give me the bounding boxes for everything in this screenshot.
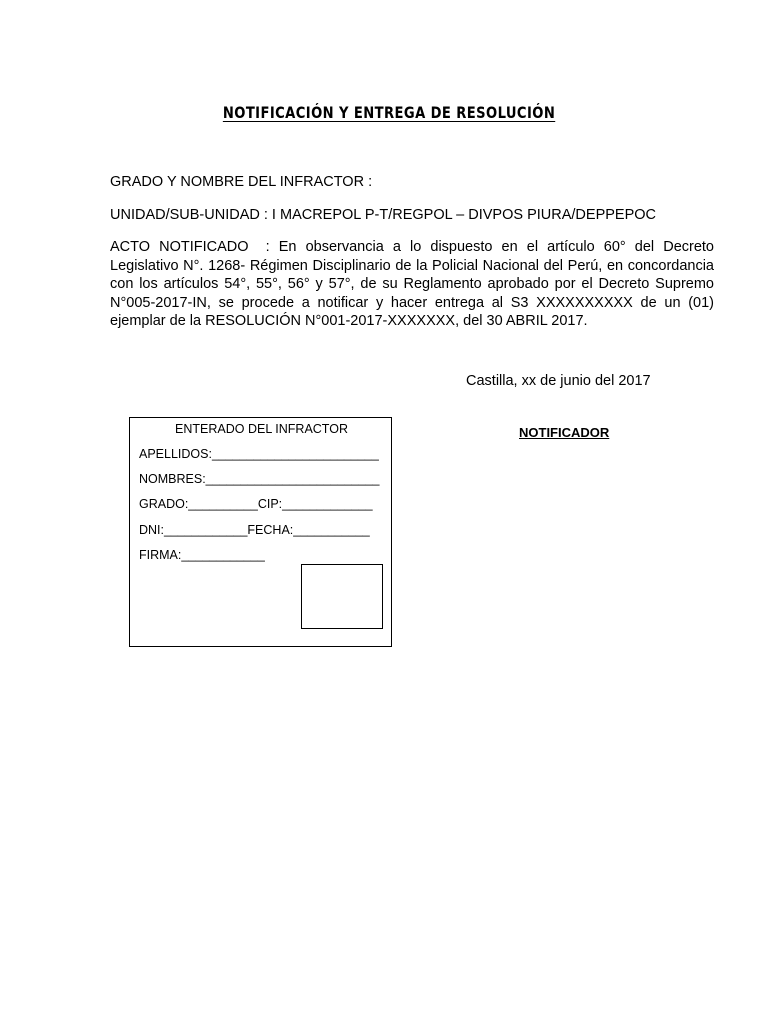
apellidos-field: APELLIDOS:________________________ [139, 447, 379, 461]
firma-field: FIRMA:____________ [139, 548, 265, 562]
acto-notificado-text: : En observancia a lo dispuesto en el artículo 60° del Decreto Legislativo N°. 1268- Régimen Disciplinario de la Policial Nacional del Perú, en concordancia con los artículos 54°, 55°, 56° y 57°, de su Reglamento aprobado por el Decreto Supremo N°005-2017-IN, se procede a notificar y hacer entrega al S3 XXXXXXXXXX de un (01) ejemplar de la RESOLUCIÓN N°001-2017-XXXXXXX, del 30 ABRIL 2017. [110, 239, 714, 330]
document-title: NOTIFICACIÓN Y ENTREGA DE RESOLUCIÓN [222, 103, 556, 122]
fingerprint-box [301, 564, 383, 629]
nombres-field: NOMBRES:_________________________ [139, 472, 380, 486]
dni-fecha-field: DNI:____________FECHA:___________ [139, 523, 370, 537]
acto-notificado-label: ACTO NOTIFICADO [110, 239, 249, 255]
enterado-header: ENTERADO DEL INFRACTOR [175, 422, 348, 436]
notificador-label: NOTIFICADOR [519, 425, 610, 440]
grado-cip-field: GRADO:__________CIP:_____________ [139, 497, 373, 511]
unidad-line: UNIDAD/SUB-UNIDAD : I MACREPOL P-T/REGPOL – DIVPOS PIURA/DEPPEPOC [110, 207, 657, 223]
place-date: Castilla, xx de junio del 2017 [466, 373, 651, 389]
infractor-line: GRADO Y NOMBRE DEL INFRACTOR : [110, 174, 373, 190]
acto-notificado-paragraph [110, 238, 714, 331]
enterado-box [129, 417, 392, 647]
